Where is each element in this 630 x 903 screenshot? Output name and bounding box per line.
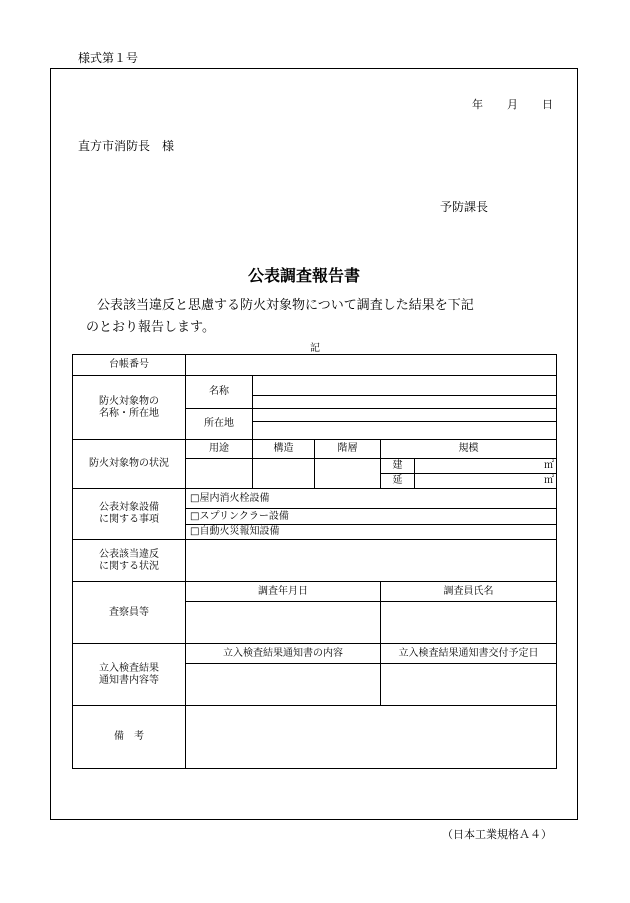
violation-status-value[interactable] (186, 540, 557, 582)
surveyor-name-header: 調査員氏名 (381, 582, 557, 602)
equipment-label: 公表対象設備 に関する事項 (73, 489, 186, 540)
scale-header: 規模 (381, 440, 557, 459)
table-row (73, 644, 557, 664)
intro-line-2: のとおり報告します。 (86, 320, 215, 335)
report-table (72, 354, 557, 769)
table-row (73, 489, 557, 509)
date-month: 月 (507, 98, 518, 111)
name-label: 名称 (186, 376, 253, 409)
table-row (73, 582, 557, 602)
page-title: 公表調査報告書 (248, 266, 361, 285)
equipment-sprinkler-checkbox[interactable]: □スプリンクラー設備 (186, 509, 557, 525)
violation-status-label: 公表該当違反 に関する状況 (73, 540, 186, 582)
location-value-line-1[interactable] (253, 409, 557, 422)
remarks-label: 備 考 (73, 706, 186, 769)
surveyor-name-value[interactable] (381, 602, 557, 644)
equipment-fire-alarm-checkbox[interactable]: □自動火災報知設備 (186, 525, 557, 540)
notice-content-value[interactable] (186, 664, 381, 706)
building-area-label: 建 (381, 459, 415, 474)
sender: 予防課長 (440, 200, 489, 214)
name-value-line-1[interactable] (253, 376, 557, 396)
total-floor-area-label: 延 (381, 474, 415, 489)
name-value-line-2[interactable] (253, 396, 557, 409)
property-name-location-label: 防火対象物の 名称・所在地 (73, 376, 186, 440)
notice-delivery-date-value[interactable] (381, 664, 557, 706)
location-label: 所在地 (186, 409, 253, 440)
table-row (73, 440, 557, 459)
addressee: 直方市消防長 様 (78, 139, 175, 153)
survey-date-header: 調査年月日 (186, 582, 381, 602)
total-floor-area-unit[interactable]: ㎡ (415, 474, 557, 489)
structure-header: 構造 (253, 440, 315, 459)
table-row (73, 706, 557, 769)
status-label: 防火対象物の状況 (73, 440, 186, 489)
remarks-value[interactable] (186, 706, 557, 769)
use-header: 用途 (186, 440, 253, 459)
use-value[interactable] (186, 459, 253, 489)
table-row (73, 376, 557, 396)
floors-header: 階層 (315, 440, 381, 459)
date-day: 日 (542, 98, 553, 111)
survey-date-value[interactable] (186, 602, 381, 644)
intro-line-1: 公表該当違反と思慮する防火対象物について調査した結果を下記 (97, 298, 474, 313)
ki-label: 記 (310, 343, 320, 354)
building-area-unit[interactable]: ㎡ (415, 459, 557, 474)
form-number: 様式第１号 (78, 51, 139, 65)
equipment-indoor-hydrant-checkbox[interactable]: □屋内消火栓設備 (186, 489, 557, 509)
notice-content-header: 立入検査結果通知書の内容 (186, 644, 381, 664)
ledger-no-label: 台帳番号 (73, 355, 186, 376)
location-value-line-2[interactable] (253, 422, 557, 440)
inspector-label: 査察員等 (73, 582, 186, 644)
notice-delivery-date-header: 立入検査結果通知書交付予定日 (381, 644, 557, 664)
date-year: 年 (472, 98, 483, 111)
ledger-no-value[interactable] (186, 355, 557, 376)
table-row (73, 540, 557, 582)
inspection-result-label: 立入検査結果 通知書内容等 (73, 644, 186, 706)
paper-standard: （日本工業規格Ａ４） (442, 828, 552, 841)
floors-value[interactable] (315, 459, 381, 489)
table-row (73, 355, 557, 376)
structure-value[interactable] (253, 459, 315, 489)
